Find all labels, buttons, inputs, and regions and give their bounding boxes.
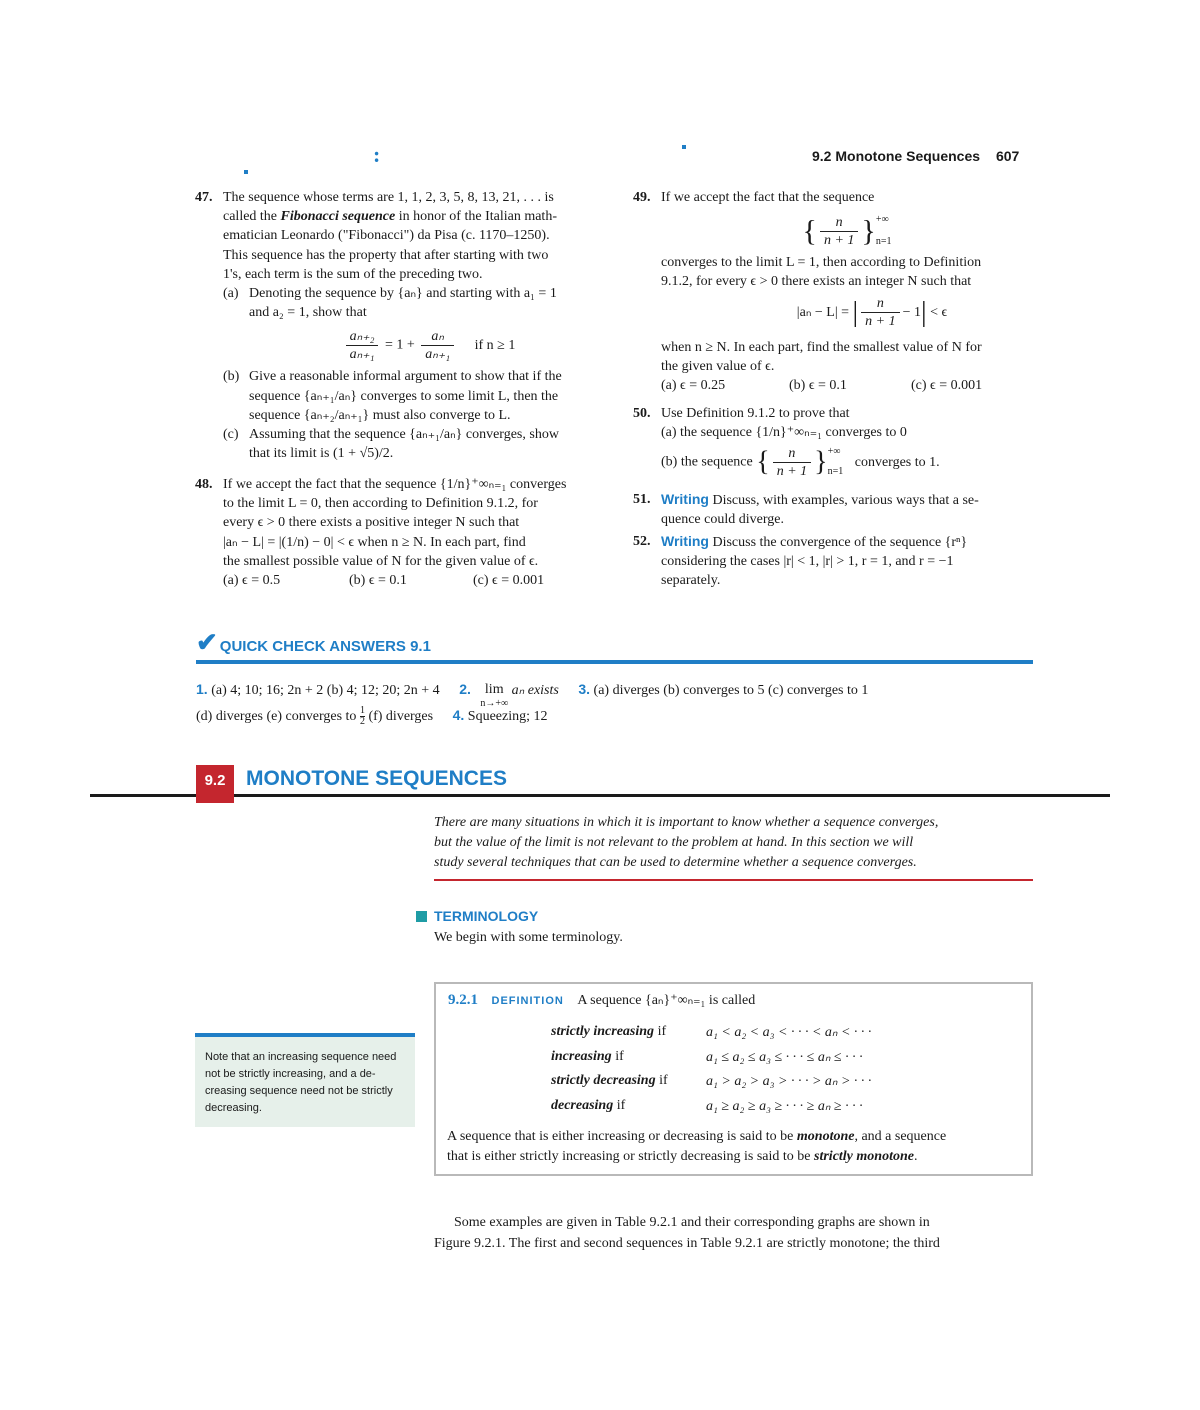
quick-check-header [196, 628, 431, 658]
problem-number: 48. [195, 477, 213, 492]
closing-paragraph: Some examples are given in Table 9.2.1 and their corresponding graphs are shown in Figure 9.2.1. The first and second sequences in Table 9.2.1 are strictly monotone; the third [434, 1215, 940, 1251]
definition-row: strictly decreasing if a₁ > a₂ > a₃ > · · · > aₙ > · · · [551, 1073, 872, 1089]
text-line: If we accept the fact that the sequence {1/n}⁺∞ₙ₌₁ converges [223, 477, 567, 492]
text-line: 1's, each term is the sum of the preceding two. [223, 266, 483, 282]
equation-49: |aₙ − L| = | $\frac{n}{n + 1}$ − 1| < ϵ [796, 295, 948, 329]
problem-51: 51. Writing Discuss, with examples, various ways that a se- quence could diverge. [661, 490, 1033, 529]
colon-mark: : [373, 142, 381, 167]
terminology-square-icon [416, 911, 427, 922]
text-line: This sequence has the property that after starting with two [223, 247, 549, 263]
running-header [812, 148, 1019, 164]
definition-footer: A sequence that is either increasing or decreasing is said to be monotone, and a sequence that is either strictly increasing or strictly decreasing is said to be strictly monotone. [447, 1129, 947, 1164]
problem-number: 51. [633, 492, 651, 507]
text-line: every ϵ > 0 there exists a positive integer N such that [223, 515, 520, 531]
problem-47 [195, 188, 595, 463]
terminology-heading: TERMINOLOGY [434, 908, 539, 924]
definition-box [434, 982, 1033, 1176]
part-a: (a) the sequence {1/n}⁺∞ₙ₌₁ converges to 0 [661, 425, 907, 441]
text-line: considering the cases |r| < 1, |r| > 1, r = 1, and r = −1 [661, 554, 954, 570]
part-c: (c) Assuming that the sequence {aₙ₊₁/aₙ} converges, show that its limit is (1 + √5)/2. [223, 427, 559, 462]
text-line: |aₙ − L| = |(1/n) − 0| < ϵ when n ≥ N. In each part, find [223, 534, 526, 550]
stray-dot [682, 145, 686, 149]
part-a: (a) Denoting the sequence by {aₙ} and starting with a₁ = 1 and a₂ = 1, show that [223, 286, 557, 321]
section-heading: MONOTONE SEQUENCES [246, 767, 507, 790]
definition-number: 9.2.1 [448, 992, 478, 1008]
problem-48 [195, 475, 595, 590]
text-line: to the limit L = 0, then according to Definition 9.1.2, for [223, 496, 538, 512]
text-line: Use Definition 9.1.2 to prove that [661, 406, 850, 421]
definition-row: decreasing if a₁ ≥ a₂ ≥ a₃ ≥ · · · ≥ aₙ ≥ · · · [551, 1098, 863, 1114]
problem-number: 49. [633, 190, 651, 205]
problem-52: 52. Writing Discuss the convergence of the sequence {rⁿ} considering the cases |r| < 1, |r| > 1, r = 1, and r = −1 separately. [661, 532, 1033, 591]
text-line: when n ≥ N. In each part, find the smallest value of N for [661, 339, 982, 355]
problem-number: 52. [633, 534, 651, 549]
intro-rule [434, 879, 1033, 881]
terminology-text: We begin with some terminology. [434, 930, 623, 945]
text-line: converges to the limit L = 1, then according to Definition [661, 255, 982, 271]
text-line: 9.1.2, for every ϵ > 0 there exists an integer N such that [661, 274, 972, 290]
definition-intro: A sequence {aₙ}⁺∞ₙ₌₁ is called [577, 993, 756, 1008]
stray-dot [244, 170, 248, 174]
text-line: separately. [661, 573, 721, 589]
check-mark-icon: ✔ [196, 628, 218, 657]
text-line: The sequence whose terms are 1, 1, 2, 3, 5, 8, 13, 21, . . . is [223, 190, 554, 205]
text-line: called the Fibonacci sequence in honor of the Italian math- [223, 209, 557, 225]
writing-tag: Writing [661, 491, 709, 507]
options: (a) ϵ = 0.25 (b) ϵ = 0.1 (c) ϵ = 0.001 [661, 378, 983, 394]
text-line: If we accept the fact that the sequence [661, 190, 875, 205]
text-line: the smallest possible value of N for the given value of ϵ. [223, 553, 539, 569]
text-line: ematician Leonardo ("Fibonacci") da Pisa (c. 1170–1250). [223, 228, 550, 244]
quick-check-title: QUICK CHECK ANSWERS 9.1 [219, 638, 431, 655]
definition-row: strictly increasing if a₁ < a₂ < a₃ < · · · < aₙ < · · · [551, 1024, 872, 1040]
part-b: (b) Give a reasonable informal argument to show that if the sequence {aₙ₊₁/aₙ} converges to some limit L, then the sequence {aₙ₊₂/aₙ₊₁} must also converge to L. [223, 369, 562, 423]
part-b: (b) the sequence { $\frac{n}{n + 1}$ } +∞ n=1 converges to 1. [661, 445, 940, 479]
writing-tag: Writing [661, 533, 709, 549]
section-intro: There are many situations in which it is important to know whether a sequence converges, but the value of the limit is not relevant to the problem at hand. In this section we will study several techniques that can be used to determine whether a sequence converges. [434, 815, 939, 870]
definition-row: increasing if a₁ ≤ a₂ ≤ a₃ ≤ · · · ≤ aₙ ≤ · · · [551, 1049, 863, 1065]
problem-50 [633, 404, 1033, 486]
quick-check-line-2: (d) diverges (e) converges to $\frac{1}{2}$ (f) diverges 4. Squeezing; 12 [196, 705, 548, 728]
problem-number: 47. [195, 190, 213, 205]
problem-number: 50. [633, 406, 651, 421]
section-rule [90, 794, 1110, 797]
page-number: 607 [995, 148, 1020, 164]
margin-note: Note that an increasing sequence need not be strictly increasing, and a de- creasing sequence need not be strictly decreasing. [195, 1033, 415, 1127]
section-badge: 9.2 [196, 765, 234, 803]
quick-check-rule [196, 660, 1033, 664]
section-title: 9.2 Monotone Sequences [812, 148, 981, 164]
options: (a) ϵ = 0.5 (b) ϵ = 0.1 (c) ϵ = 0.001 [223, 573, 545, 589]
text-line: quence could diverge. [661, 512, 784, 528]
definition-label: DEFINITION [491, 995, 564, 1007]
quick-check-line-1: 1. (a) 4; 10; 16; 2n + 2 (b) 4; 12; 20; 2n + 4 2. lim n→+∞ aₙ exists 3. (a) diverges (b) converges to 5 (c) converges to 1 [196, 681, 869, 710]
problem-49 [633, 188, 1033, 395]
sequence-display: { $\frac{n}{n + 1}$ } +∞ n=1 [802, 214, 892, 248]
equation-47: $\frac{\text{aₙ₊₂}}{\text{aₙ₊₁}}$ = 1 + $\frac{\text{aₙ}}{\text{aₙ₊₁}}$ if n ≥ 1 [263, 328, 595, 363]
text-line: the given value of ϵ. [661, 358, 775, 374]
